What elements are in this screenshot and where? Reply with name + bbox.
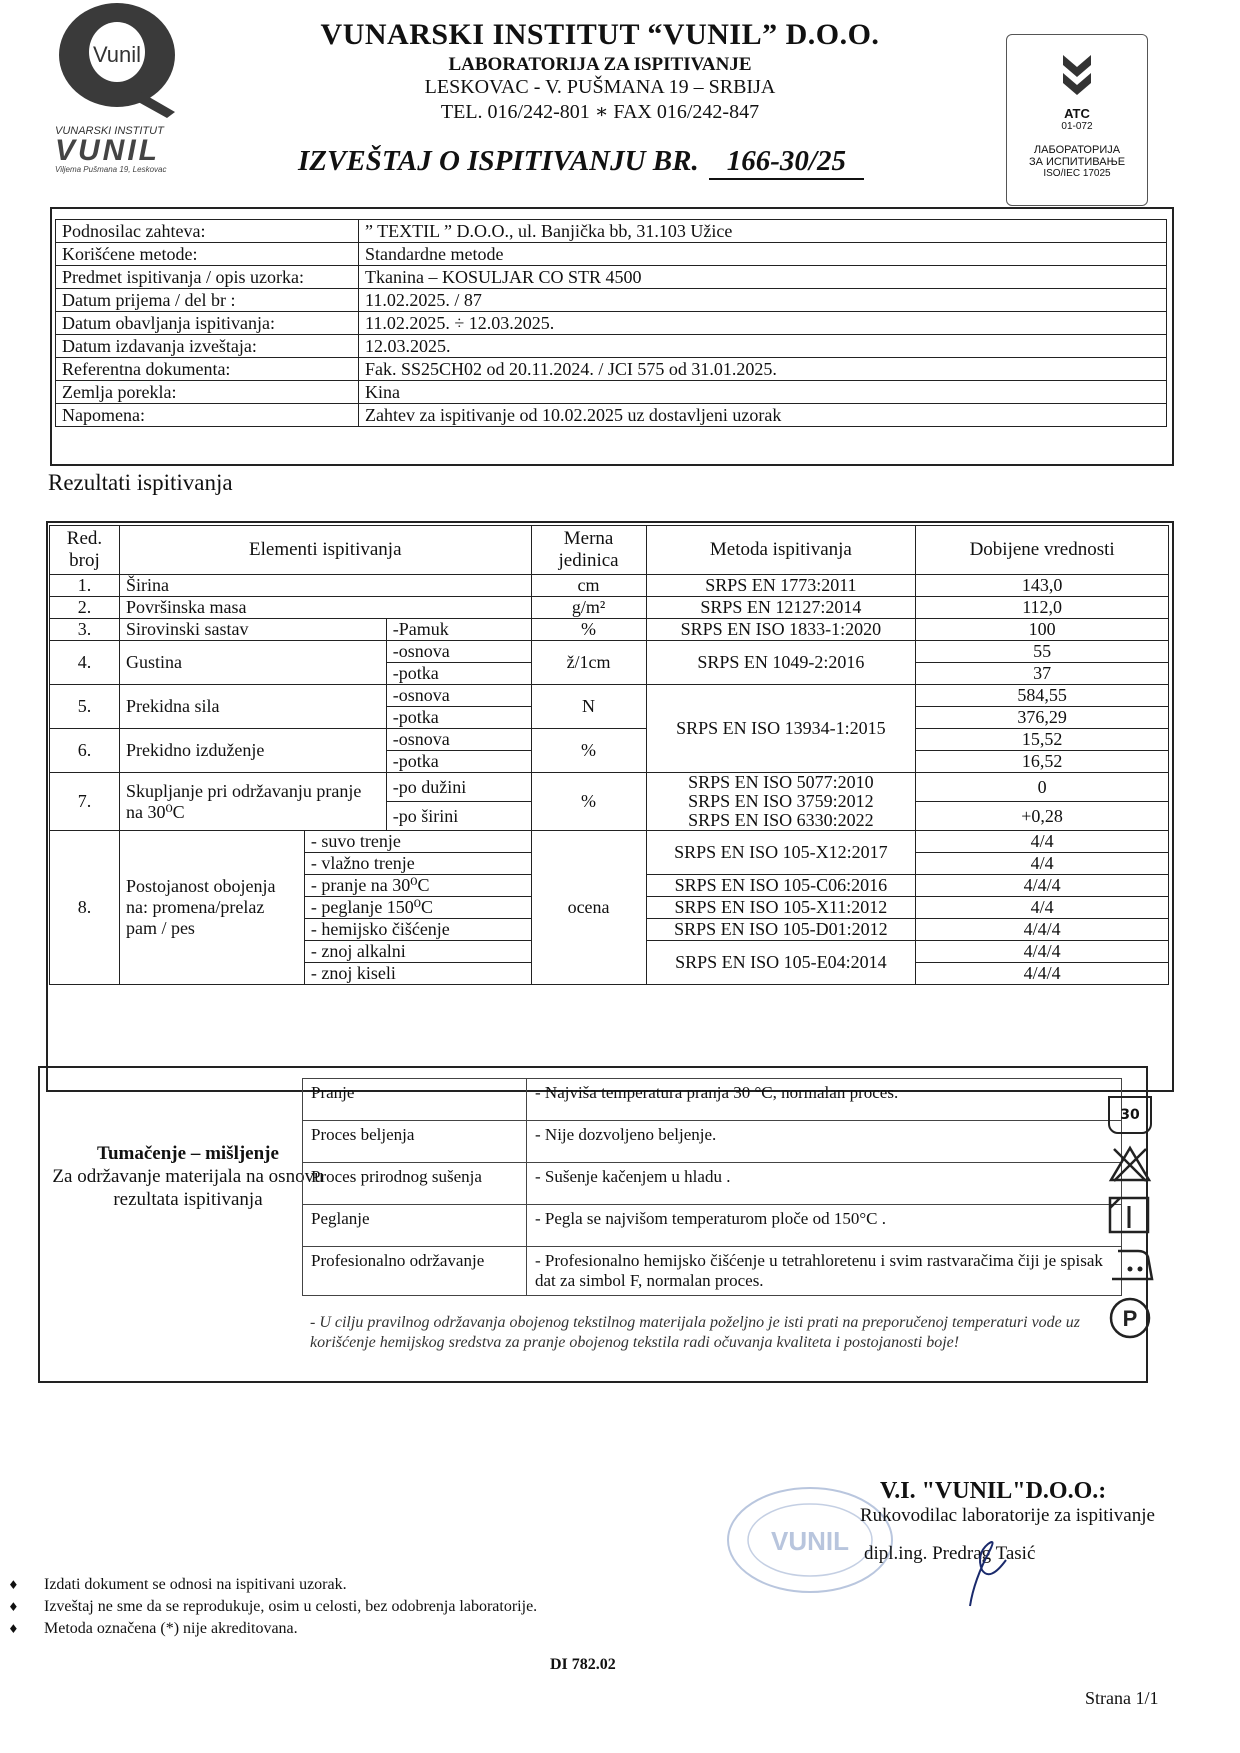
report-number: 166-30/25 (709, 145, 864, 180)
lab-contact: TEL. 016/242-801 ∗ FAX 016/242-847 (440, 101, 760, 123)
col-header-method: Metoda ispitivanja (646, 526, 916, 575)
row-value: +0,28 (916, 802, 1169, 831)
atc-label: ATC (1064, 106, 1090, 121)
care-symbols (1108, 1096, 1154, 1345)
row-element: Gustina (119, 641, 386, 685)
row-unit: % (531, 619, 646, 641)
row-unit: N (531, 685, 646, 729)
row-value: 376,29 (916, 707, 1169, 729)
svg-text:VUNIL: VUNIL (771, 1526, 849, 1556)
row-value: 4/4/4 (916, 875, 1169, 897)
info-value: Zahtev za ispitivanje od 10.02.2025 uz dostavljeni uzorak (359, 404, 1167, 427)
atc-line-3: ISO/IEC 17025 (1043, 168, 1111, 179)
row-value: 4/4 (916, 831, 1169, 853)
care-label: Proces prirodnog sušenja (303, 1163, 527, 1205)
row-element: Sirovinski sastav (119, 619, 386, 641)
table-row (50, 619, 1169, 641)
logo-caption-1: VUNARSKI INSTITUT (55, 125, 164, 137)
row-value: 100 (916, 619, 1169, 641)
row-method: SRPS EN ISO 105-E04:2014 (646, 941, 916, 985)
row-subelement: - znoj kiseli (304, 963, 531, 985)
row-unit: % (531, 729, 646, 773)
row-no: 6. (50, 729, 120, 773)
row-value: 4/4 (916, 853, 1169, 875)
interpretation-title: Tumačenje – mišljenje (97, 1143, 279, 1164)
row-unit: g/m² (531, 597, 646, 619)
table-row (50, 831, 1169, 853)
footer-note (8, 1596, 537, 1618)
care-label: Peglanje (303, 1205, 527, 1247)
doc-code: DI 782.02 (550, 1656, 616, 1673)
row-element: Skupljanje pri održavanju pranje na 30⁰C (119, 773, 386, 831)
info-value: 11.02.2025. / 87 (359, 289, 1167, 312)
row-no: 7. (50, 773, 120, 831)
row-method: SRPS EN ISO 105-D01:2012 (646, 919, 916, 941)
table-row (50, 729, 1169, 751)
row-method: SRPS EN ISO 1833-1:2020 (646, 619, 916, 641)
row-element: Prekidno izduženje (119, 729, 386, 773)
table-row (56, 220, 1167, 243)
info-value: Kina (359, 381, 1167, 404)
info-label: Napomena: (56, 404, 359, 427)
results-heading: Rezultati ispitivanja (48, 470, 233, 495)
lab-name: LABORATORIJA ZA ISPITIVANJE (448, 54, 752, 75)
care-row (303, 1247, 1122, 1296)
row-value: 4/4/4 (916, 919, 1169, 941)
signature-role: Rukovodilac laboratorije za ispitivanje (860, 1505, 1155, 1526)
info-value: Fak. SS25CH02 od 20.11.2024. / JCI 575 od 31.01.2025. (359, 358, 1167, 381)
care-row (303, 1163, 1122, 1205)
footer-note (8, 1574, 537, 1596)
row-unit: ocena (531, 831, 646, 985)
row-method: SRPS EN ISO 105-C06:2016 (646, 875, 916, 897)
row-value: 112,0 (916, 597, 1169, 619)
row-subelement: -potka (386, 751, 531, 773)
care-row (303, 1079, 1122, 1121)
row-value: 4/4 (916, 897, 1169, 919)
bullet-icon: ♦ (8, 1578, 19, 1592)
dry-clean-p-icon (1108, 1296, 1154, 1345)
col-header-no: Red. broj (50, 526, 120, 575)
info-label: Korišćene metode: (56, 243, 359, 266)
care-text: - Nije dozvoljeno beljenje. (527, 1121, 1122, 1163)
row-value: 15,52 (916, 729, 1169, 751)
row-no: 1. (50, 575, 120, 597)
report-title: IZVEŠTAJ O ISPITIVANJU BR. (298, 145, 699, 177)
info-value: Standardne metode (359, 243, 1167, 266)
table-row (56, 404, 1167, 427)
signature-company: V.I. "VUNIL"D.O.O.: (880, 1478, 1107, 1504)
row-subelement: -osnova (386, 685, 531, 707)
lab-address: LESKOVAC - V. PUŠMANA 19 – SRBIJA (424, 76, 776, 98)
interpretation-subtitle: Za održavanje materijala na osnovu rezultata ispitivanja (52, 1166, 324, 1210)
info-value: 12.03.2025. (359, 335, 1167, 358)
care-label: Pranje (303, 1079, 527, 1121)
table-row (50, 685, 1169, 707)
logo-q-mark (45, 0, 185, 120)
row-value: 4/4/4 (916, 941, 1169, 963)
row-method: SRPS EN ISO 105-X11:2012 (646, 897, 916, 919)
footer-note (8, 1618, 537, 1640)
table-row (50, 641, 1169, 663)
footer-note-text: Izdati dokument se odnosi na ispitivani uzorak. (44, 1576, 347, 1593)
method-line: SRPS EN ISO 5077:2010 (688, 772, 874, 792)
footer-notes (8, 1574, 537, 1640)
info-label: Datum izdavanja izveštaja: (56, 335, 359, 358)
row-subelement: - znoj alkalni (304, 941, 531, 963)
table-row (50, 575, 1169, 597)
row-value: 4/4/4 (916, 963, 1169, 985)
row-subelement: - hemijsko čišćenje (304, 919, 531, 941)
row-value: 16,52 (916, 751, 1169, 773)
info-label: Datum prijema / del br : (56, 289, 359, 312)
row-no: 2. (50, 597, 120, 619)
bullet-icon: ♦ (8, 1600, 19, 1614)
atc-line-2: ЗА ИСПИТИВАЊЕ (1028, 156, 1126, 168)
row-subelement: -po širini (386, 802, 531, 831)
table-row (56, 335, 1167, 358)
care-text: - Pegla se najvišom temperaturom ploče od 150°C . (527, 1205, 1122, 1247)
row-subelement: -Pamuk (386, 619, 531, 641)
washing-temp: 30 (1120, 1107, 1140, 1123)
results-header-row (50, 526, 1169, 575)
table-row (56, 358, 1167, 381)
interpretation-box (38, 1066, 1148, 1383)
info-label: Datum obavljanja ispitivanja: (56, 312, 359, 335)
row-value: 55 (916, 641, 1169, 663)
atc-line-1: ЛАБОРАТОРИЈА (1033, 144, 1121, 156)
row-subelement: -osnova (386, 729, 531, 751)
row-element: Širina (119, 575, 531, 597)
care-note: - U cilju pravilnog održavanja obojenog tekstilnog materijala poželjno je isti prati na preporučenoj temperaturi vode uz korišćenje hemijskog sredstva za pranje obojenog tekstila radi očuvanja kvaliteta i postojanosti boje! (310, 1314, 1080, 1351)
row-no: 4. (50, 641, 120, 685)
col-header-unit: Merna jedinica (531, 526, 646, 575)
info-value: ” TEXTIL ” D.O.O., ul. Banjička bb, 31.103 Užice (359, 220, 1167, 243)
info-label: Zemlja porekla: (56, 381, 359, 404)
table-row (56, 289, 1167, 312)
logo-caption-3: Viljema Pušmana 19, Leskovac (55, 165, 167, 174)
row-method (646, 773, 916, 831)
info-value: 11.02.2025. ÷ 12.03.2025. (359, 312, 1167, 335)
row-method: SRPS EN 12127:2014 (646, 597, 916, 619)
institute-logo (45, 0, 185, 174)
logo-caption-2: VUNIL (55, 134, 160, 167)
care-table (302, 1078, 1122, 1296)
drip-dry-shade-icon (1108, 1196, 1154, 1239)
row-unit: cm (531, 575, 646, 597)
dry-clean-letter: P (1122, 1306, 1138, 1331)
row-subelement: -potka (386, 663, 531, 685)
row-element: Prekidna sila (119, 685, 386, 729)
row-no: 3. (50, 619, 120, 641)
no-bleach-icon (1108, 1145, 1154, 1188)
row-no: 8. (50, 831, 120, 985)
row-no: 5. (50, 685, 120, 729)
care-label: Profesionalno održavanje (303, 1247, 527, 1296)
care-text: - Najviša temperatura pranja 30 °C, normalan proces. (527, 1079, 1122, 1121)
method-line: SRPS EN ISO 3759:2012 (688, 791, 874, 811)
table-row (56, 243, 1167, 266)
table-row (56, 312, 1167, 335)
row-method: SRPS EN ISO 105-X12:2017 (646, 831, 916, 875)
iron-two-dots-icon (1108, 1247, 1154, 1288)
info-label: Predmet ispitivanja / opis uzorka: (56, 266, 359, 289)
care-text: - Profesionalno hemijsko čišćenje u tetrahloretenu i svim rastvaračima čiji je spisak dat za simbol F, normalan proces. (527, 1247, 1122, 1296)
row-subelement: - suvo trenje (304, 831, 531, 853)
row-subelement: - peglanje 150⁰C (304, 897, 531, 919)
method-line: SRPS EN ISO 6330:2022 (688, 810, 874, 830)
table-row (50, 597, 1169, 619)
care-row (303, 1121, 1122, 1163)
table-row (50, 773, 1169, 802)
row-subelement: - pranje na 30⁰C (304, 875, 531, 897)
institute-name: VUNARSKI INSTITUT “VUNIL” D.O.O. (320, 18, 880, 51)
atc-logo-icon (1047, 51, 1107, 101)
handwritten-signature (930, 1530, 1020, 1610)
row-element: Površinska masa (119, 597, 531, 619)
row-unit: % (531, 773, 646, 831)
row-subelement: -po dužini (386, 773, 531, 802)
accreditation-badge (1006, 34, 1148, 206)
signature-name: dipl.ing. Predrag Tasić (864, 1543, 1036, 1564)
row-element: Postojanost obojenja na: promena/prelaz pam / pes (119, 831, 304, 985)
col-header-value: Dobijene vrednosti (916, 526, 1169, 575)
row-method: SRPS EN 1773:2011 (646, 575, 916, 597)
care-label: Proces beljenja (303, 1121, 527, 1163)
row-method: SRPS EN ISO 13934-1:2015 (646, 685, 916, 773)
info-label: Podnosilac zahteva: (56, 220, 359, 243)
footer-note-text: Metoda označena (*) nije akreditovana. (44, 1620, 298, 1637)
row-subelement: -potka (386, 707, 531, 729)
info-value: Tkanina – KOSULJAR CO STR 4500 (359, 266, 1167, 289)
row-value: 143,0 (916, 575, 1169, 597)
atc-code: 01-072 (1061, 121, 1093, 132)
stamp-icon (720, 1480, 900, 1600)
washing-30-icon (1108, 1096, 1152, 1134)
request-info-table (55, 219, 1167, 427)
row-subelement: - vlažno trenje (304, 853, 531, 875)
row-method: SRPS EN 1049-2:2016 (646, 641, 916, 685)
care-row (303, 1205, 1122, 1247)
row-value: 584,55 (916, 685, 1169, 707)
care-text: - Sušenje kačenjem u hladu . (527, 1163, 1122, 1205)
bullet-icon: ♦ (8, 1622, 19, 1636)
row-value: 0 (916, 773, 1169, 802)
info-label: Referentna dokumenta: (56, 358, 359, 381)
table-row (56, 266, 1167, 289)
row-value: 37 (916, 663, 1169, 685)
results-table (49, 525, 1169, 985)
request-info-box (50, 207, 1174, 466)
footer-note-text: Izveštaj ne sme da se reprodukuje, osim u celosti, bez odobrenja laboratorije. (44, 1598, 538, 1615)
svg-text:Vunil: Vunil (92, 42, 142, 67)
table-row (56, 381, 1167, 404)
results-box (46, 521, 1174, 1092)
row-unit: ž/1cm (531, 641, 646, 685)
row-subelement: -osnova (386, 641, 531, 663)
col-header-element: Elementi ispitivanja (119, 526, 531, 575)
page-number: Strana 1/1 (1085, 1688, 1159, 1708)
